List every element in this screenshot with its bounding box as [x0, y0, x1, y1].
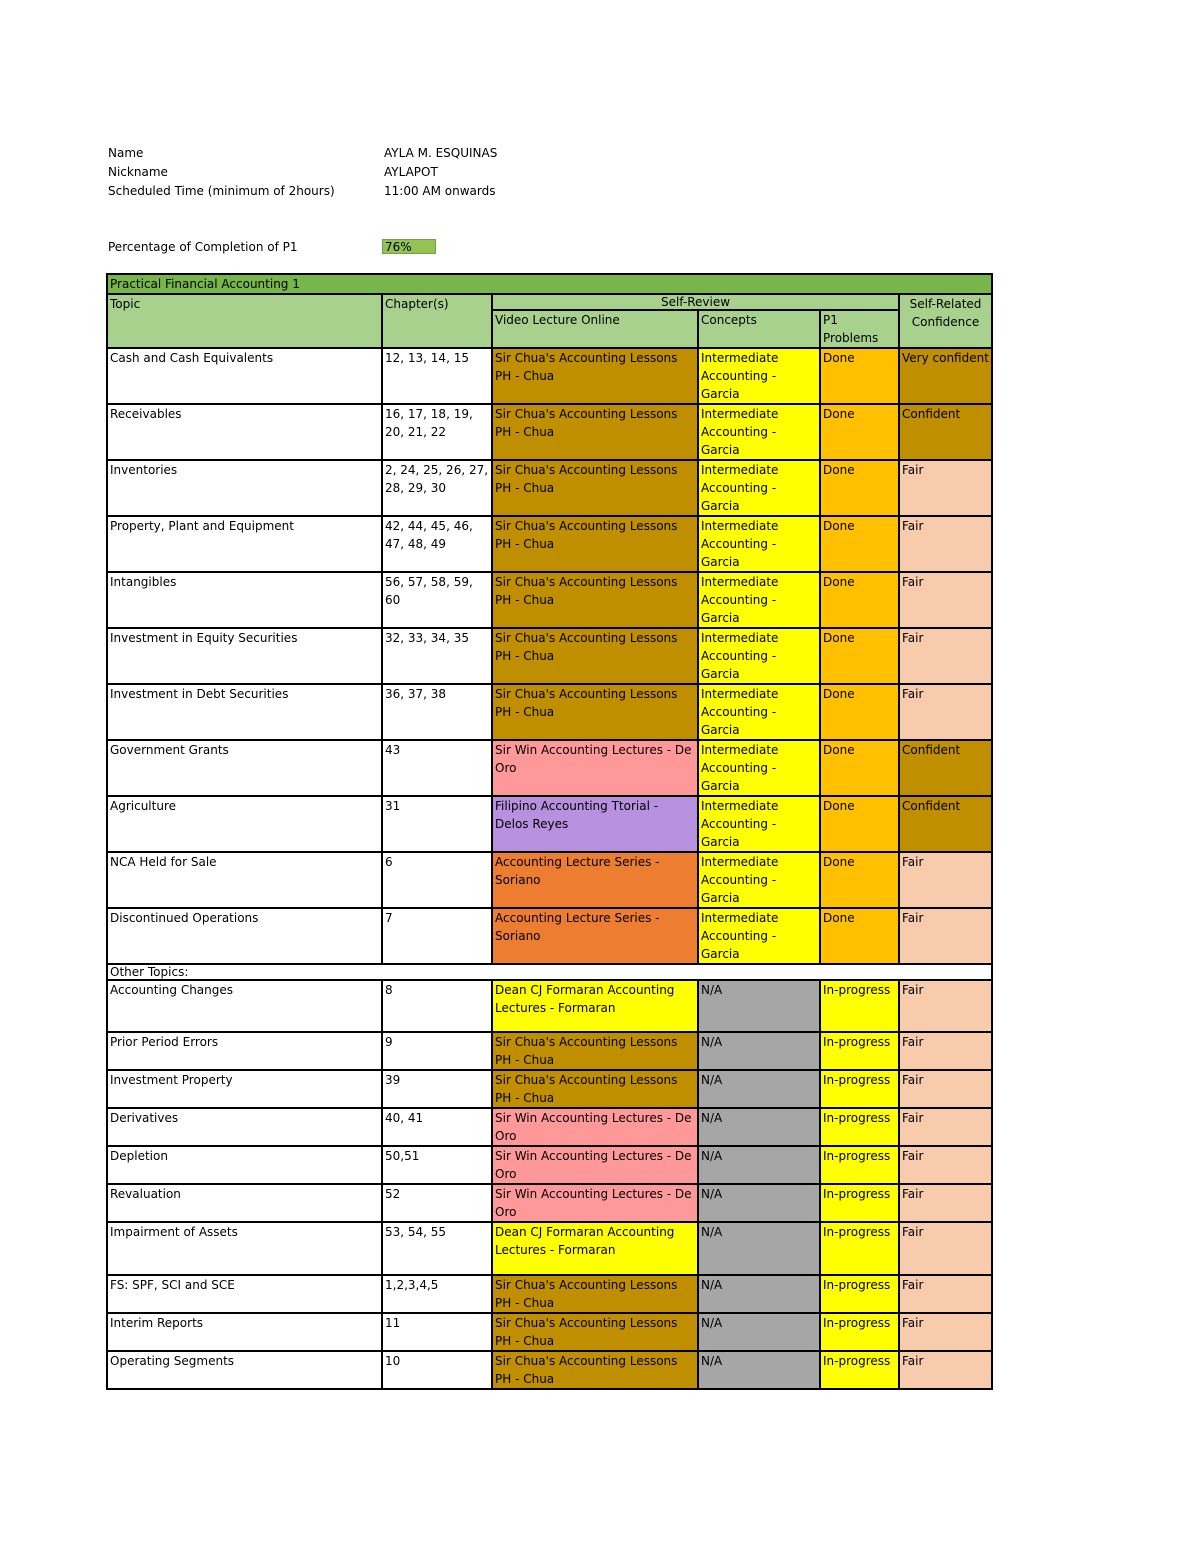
topic-cell: Investment Property [107, 1070, 382, 1108]
problems-cell: In-progress [820, 1070, 899, 1108]
concepts-cell: Intermediate Accounting - Garcia [698, 348, 820, 404]
topic-cell: Cash and Cash Equivalents [107, 348, 382, 404]
video-cell: Sir Chua's Accounting Lessons PH - Chua [492, 460, 698, 516]
table-row [107, 348, 992, 404]
concepts-cell: Intermediate Accounting - Garcia [698, 460, 820, 516]
nickname-row [108, 163, 808, 182]
concepts-cell: Intermediate Accounting - Garcia [698, 516, 820, 572]
topic-cell: Impairment of Assets [107, 1222, 382, 1275]
topic-cell: Government Grants [107, 740, 382, 796]
chapters-cell: 11 [382, 1313, 492, 1351]
table-row [107, 740, 992, 796]
video-cell: Sir Win Accounting Lectures - De Oro [492, 1184, 698, 1222]
video-cell: Sir Win Accounting Lectures - De Oro [492, 1146, 698, 1184]
chapters-cell: 12, 13, 14, 15 [382, 348, 492, 404]
video-cell: Sir Chua's Accounting Lessons PH - Chua [492, 628, 698, 684]
table-title: Practical Financial Accounting 1 [107, 274, 992, 294]
topic-cell: Property, Plant and Equipment [107, 516, 382, 572]
confidence-cell: Fair [899, 1184, 992, 1222]
topic-cell: Inventories [107, 460, 382, 516]
table-row [107, 980, 992, 1032]
problems-cell: In-progress [820, 1146, 899, 1184]
chapters-cell: 7 [382, 908, 492, 964]
confidence-cell: Fair [899, 1222, 992, 1275]
topic-cell: Accounting Changes [107, 980, 382, 1032]
name-label: Name [108, 146, 144, 160]
table-row [107, 404, 992, 460]
problems-cell: In-progress [820, 1222, 899, 1275]
problems-cell: Done [820, 572, 899, 628]
table-row [107, 1146, 992, 1184]
table-row [107, 852, 992, 908]
chapters-cell: 9 [382, 1032, 492, 1070]
topic-cell: Operating Segments [107, 1351, 382, 1389]
table-row [107, 1184, 992, 1222]
nickname-value: AYLAPOT [384, 165, 438, 179]
video-cell: Sir Win Accounting Lectures - De Oro [492, 740, 698, 796]
problems-cell: Done [820, 516, 899, 572]
header-chapters: Chapter(s) [382, 294, 492, 348]
video-cell: Sir Chua's Accounting Lessons PH - Chua [492, 1070, 698, 1108]
table-row [107, 1222, 992, 1275]
header-topic: Topic [107, 294, 382, 348]
table-row [107, 1351, 992, 1389]
topic-cell: Interim Reports [107, 1313, 382, 1351]
video-cell: Sir Chua's Accounting Lessons PH - Chua [492, 516, 698, 572]
confidence-cell: Fair [899, 1032, 992, 1070]
table-row [107, 516, 992, 572]
problems-cell: Done [820, 740, 899, 796]
table-row [107, 1070, 992, 1108]
confidence-cell: Very confident [899, 348, 992, 404]
confidence-cell: Fair [899, 684, 992, 740]
problems-cell: In-progress [820, 1313, 899, 1351]
chapters-cell: 2, 24, 25, 26, 27, 28, 29, 30 [382, 460, 492, 516]
schedule-value: 11:00 AM onwards [384, 184, 496, 198]
concepts-cell: N/A [698, 1351, 820, 1389]
topic-cell: Receivables [107, 404, 382, 460]
confidence-cell: Confident [899, 404, 992, 460]
problems-cell: Done [820, 348, 899, 404]
problems-cell: Done [820, 404, 899, 460]
completion-value: 76% [382, 239, 436, 254]
concepts-cell: Intermediate Accounting - Garcia [698, 796, 820, 852]
review-table [106, 273, 993, 1390]
topic-cell: Investment in Debt Securities [107, 684, 382, 740]
chapters-cell: 43 [382, 740, 492, 796]
table-row [107, 1032, 992, 1070]
nickname-label: Nickname [108, 165, 168, 179]
chapters-cell: 40, 41 [382, 1108, 492, 1146]
table-row [107, 460, 992, 516]
confidence-cell: Fair [899, 628, 992, 684]
concepts-cell: Intermediate Accounting - Garcia [698, 740, 820, 796]
confidence-cell: Fair [899, 1108, 992, 1146]
topic-cell: Investment in Equity Securities [107, 628, 382, 684]
topic-cell: NCA Held for Sale [107, 852, 382, 908]
confidence-cell: Fair [899, 516, 992, 572]
video-cell: Sir Chua's Accounting Lessons PH - Chua [492, 684, 698, 740]
problems-cell: In-progress [820, 1275, 899, 1313]
table-row [107, 628, 992, 684]
concepts-cell: Intermediate Accounting - Garcia [698, 404, 820, 460]
problems-cell: In-progress [820, 1108, 899, 1146]
completion-row [108, 238, 808, 257]
other-topics-label: Other Topics: [107, 964, 992, 980]
concepts-cell: Intermediate Accounting - Garcia [698, 852, 820, 908]
concepts-cell: N/A [698, 1032, 820, 1070]
chapters-cell: 8 [382, 980, 492, 1032]
concepts-cell: N/A [698, 1108, 820, 1146]
problems-cell: Done [820, 908, 899, 964]
chapters-cell: 56, 57, 58, 59, 60 [382, 572, 492, 628]
name-row [108, 144, 808, 163]
chapters-cell: 52 [382, 1184, 492, 1222]
video-cell: Accounting Lecture Series - Soriano [492, 852, 698, 908]
topic-cell: Discontinued Operations [107, 908, 382, 964]
schedule-row [108, 182, 808, 201]
problems-cell: Done [820, 684, 899, 740]
header-concepts: Concepts [698, 310, 820, 348]
confidence-cell: Fair [899, 572, 992, 628]
confidence-cell: Fair [899, 1070, 992, 1108]
header-video: Video Lecture Online [492, 310, 698, 348]
concepts-cell: Intermediate Accounting - Garcia [698, 628, 820, 684]
schedule-label: Scheduled Time (minimum of 2hours) [108, 184, 335, 198]
chapters-cell: 1,2,3,4,5 [382, 1275, 492, 1313]
header-confidence: Self-Related Confidence [899, 294, 992, 348]
chapters-cell: 32, 33, 34, 35 [382, 628, 492, 684]
concepts-cell: N/A [698, 1146, 820, 1184]
concepts-cell: N/A [698, 1222, 820, 1275]
problems-cell: Done [820, 796, 899, 852]
chapters-cell: 6 [382, 852, 492, 908]
topic-cell: Agriculture [107, 796, 382, 852]
problems-cell: In-progress [820, 1032, 899, 1070]
chapters-cell: 39 [382, 1070, 492, 1108]
video-cell: Dean CJ Formaran Accounting Lectures - Formaran [492, 980, 698, 1032]
confidence-cell: Fair [899, 908, 992, 964]
video-cell: Accounting Lecture Series - Soriano [492, 908, 698, 964]
concepts-cell: N/A [698, 1070, 820, 1108]
table-row [107, 1108, 992, 1146]
name-value: AYLA M. ESQUINAS [384, 146, 498, 160]
chapters-cell: 42, 44, 45, 46, 47, 48, 49 [382, 516, 492, 572]
video-cell: Dean CJ Formaran Accounting Lectures - Formaran [492, 1222, 698, 1275]
chapters-cell: 36, 37, 38 [382, 684, 492, 740]
table-row [107, 1313, 992, 1351]
video-cell: Filipino Accounting Ttorial - Delos Reyes [492, 796, 698, 852]
topic-cell: Intangibles [107, 572, 382, 628]
confidence-cell: Confident [899, 796, 992, 852]
header-p1-problems: P1 Problems [820, 310, 899, 348]
chapters-cell: 53, 54, 55 [382, 1222, 492, 1275]
table-row [107, 684, 992, 740]
concepts-cell: N/A [698, 980, 820, 1032]
problems-cell: Done [820, 628, 899, 684]
video-cell: Sir Chua's Accounting Lessons PH - Chua [492, 1275, 698, 1313]
confidence-cell: Fair [899, 980, 992, 1032]
confidence-cell: Fair [899, 1351, 992, 1389]
confidence-cell: Fair [899, 852, 992, 908]
confidence-cell: Fair [899, 460, 992, 516]
video-cell: Sir Chua's Accounting Lessons PH - Chua [492, 404, 698, 460]
video-cell: Sir Win Accounting Lectures - De Oro [492, 1108, 698, 1146]
problems-cell: Done [820, 460, 899, 516]
problems-cell: In-progress [820, 1351, 899, 1389]
topic-cell: Revaluation [107, 1184, 382, 1222]
student-info [108, 144, 808, 201]
chapters-cell: 16, 17, 18, 19, 20, 21, 22 [382, 404, 492, 460]
topic-cell: Derivatives [107, 1108, 382, 1146]
confidence-cell: Fair [899, 1146, 992, 1184]
video-cell: Sir Chua's Accounting Lessons PH - Chua [492, 348, 698, 404]
video-cell: Sir Chua's Accounting Lessons PH - Chua [492, 1032, 698, 1070]
chapters-cell: 50,51 [382, 1146, 492, 1184]
chapters-cell: 10 [382, 1351, 492, 1389]
problems-cell: In-progress [820, 1184, 899, 1222]
topic-cell: Depletion [107, 1146, 382, 1184]
confidence-cell: Fair [899, 1275, 992, 1313]
header-self-review: Self-Review [492, 294, 899, 310]
video-cell: Sir Chua's Accounting Lessons PH - Chua [492, 1313, 698, 1351]
concepts-cell: N/A [698, 1184, 820, 1222]
table-row [107, 796, 992, 852]
video-cell: Sir Chua's Accounting Lessons PH - Chua [492, 572, 698, 628]
video-cell: Sir Chua's Accounting Lessons PH - Chua [492, 1351, 698, 1389]
concepts-cell: Intermediate Accounting - Garcia [698, 572, 820, 628]
concepts-cell: Intermediate Accounting - Garcia [698, 684, 820, 740]
problems-cell: In-progress [820, 980, 899, 1032]
table-row [107, 908, 992, 964]
topic-cell: FS: SPF, SCI and SCE [107, 1275, 382, 1313]
confidence-cell: Confident [899, 740, 992, 796]
chapters-cell: 31 [382, 796, 492, 852]
topic-cell: Prior Period Errors [107, 1032, 382, 1070]
table-row [107, 572, 992, 628]
confidence-cell: Fair [899, 1313, 992, 1351]
concepts-cell: Intermediate Accounting - Garcia [698, 908, 820, 964]
concepts-cell: N/A [698, 1275, 820, 1313]
completion-label: Percentage of Completion of P1 [108, 240, 298, 254]
problems-cell: Done [820, 852, 899, 908]
concepts-cell: N/A [698, 1313, 820, 1351]
table-row [107, 1275, 992, 1313]
